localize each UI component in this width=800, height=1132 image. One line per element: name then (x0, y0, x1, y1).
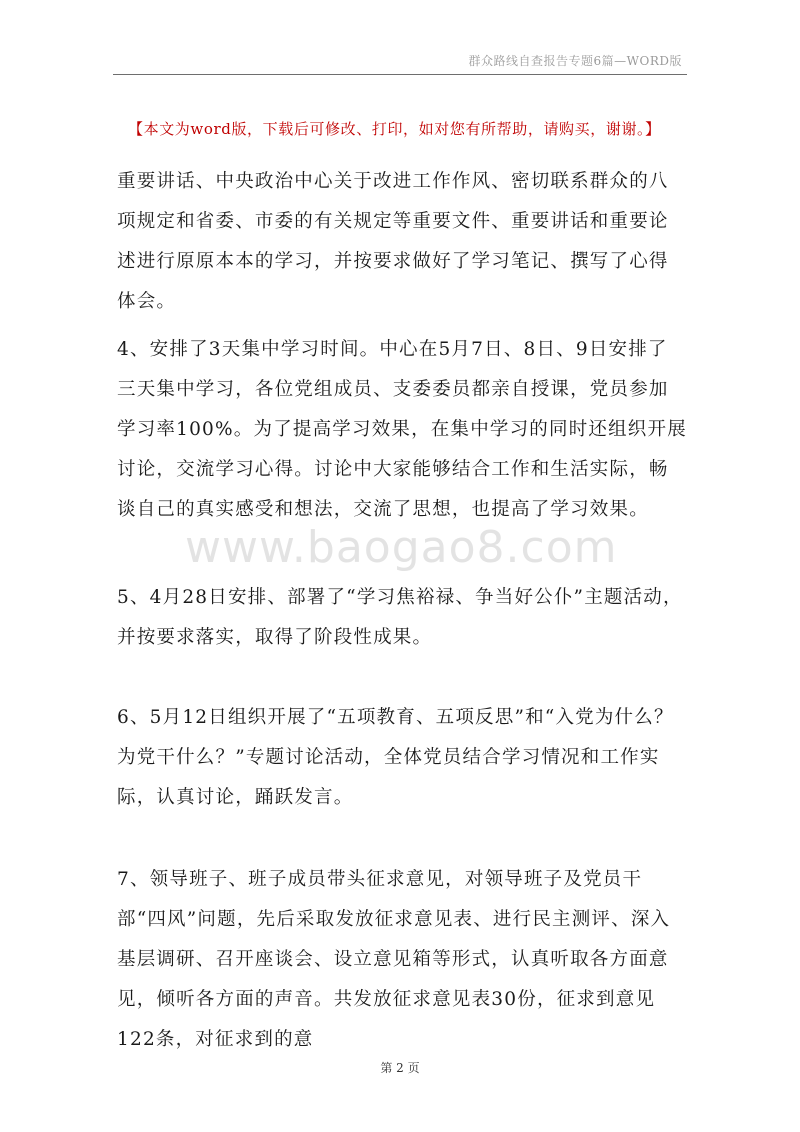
paragraph-item-5: 5、4月28日安排、部署了“学习焦裕禄、争当好公仆”主题活动，并按要求落实，取得了阶段性成果。 (117, 587, 683, 648)
download-notice: 【本文为word版，下载后可修改、打印，如对您有所帮助，请购买，谢谢。】 (128, 120, 661, 138)
header-title: 群众路线自查报告专题6篇—WORD版 (468, 54, 682, 68)
paragraph-item-6: 6、5月12日组织开展了“五项教育、五项反思”和“入党为什么？为党干什么？”专题讨论活动，全体党员结合学习情况和工作实际，认真讨论，踊跃发言。 (117, 707, 674, 808)
paragraph-continuation: 重要讲话、中央政治中心关于改进工作作风、密切联系群众的八项规定和省委、市委的有关规定等重要文件、重要讲话和重要论述进行原原本本的学习，并按要求做好了学习笔记、撰写了心得体会。 (117, 171, 669, 312)
paragraph-item-4: 4、安排了3天集中学习时间。中心在5月7日、8日、9日安排了三天集中学习，各位党组成员、支委委员都亲自授课，党员参加学习率100%。为了提高学习效果，在集中学习的同时还组织开展讨论，交流学习心得。讨论中大家能够结合工作和生活实际，畅谈自己的真实感受和想法，交流了思想，也提高了学习效果。 (117, 339, 687, 520)
paragraph-item-7: 7、领导班子、班子成员带头征求意见，对领导班子及党员干部“四风”问题，先后采取发放征求意见表、进行民主测评、深入基层调研、召开座谈会、设立意见箱等形式，认真听取各方面意见，倾听各方面的声音。共发放征求意见表30份，征求到意见122条，对征求到的意 (117, 869, 671, 1050)
header-divider (113, 74, 687, 75)
page-number: 第 2 页 (380, 1061, 420, 1075)
watermark-text: www.baogao8.com (185, 522, 618, 573)
